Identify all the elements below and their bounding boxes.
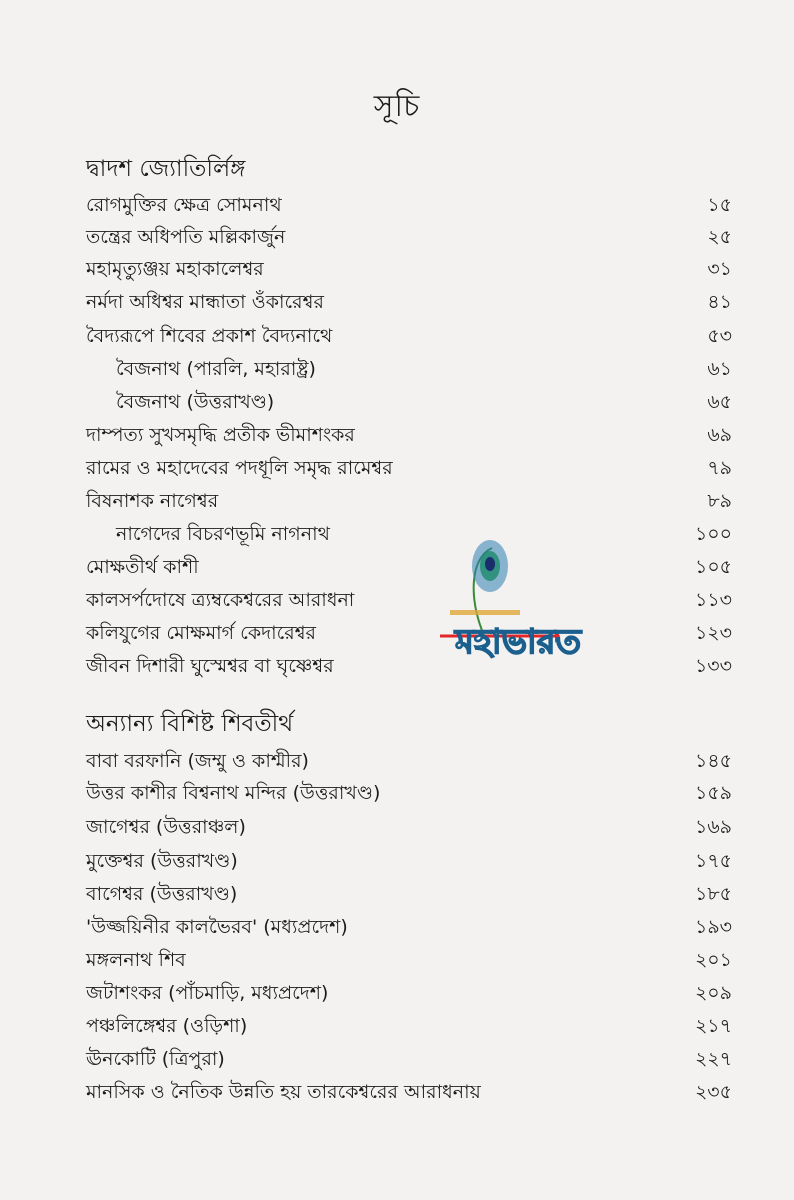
toc-entry[interactable] bbox=[86, 1013, 732, 1043]
entry-title: কলিযুগের মোক্ষমার্গ কেদারেশ্বর bbox=[86, 622, 316, 644]
toc-subentry[interactable] bbox=[86, 356, 732, 386]
entry-page: ১৬৯ bbox=[694, 816, 732, 838]
entry-title: ঊনকোটি (ত্রিপুরা) bbox=[86, 1048, 225, 1070]
toc-entry[interactable] bbox=[86, 848, 732, 878]
entry-page: ৮৯ bbox=[707, 490, 732, 512]
watermark-text: মহাভারত bbox=[455, 622, 582, 662]
entry-page: ২২৭ bbox=[694, 1048, 732, 1070]
entry-page: ১৩৩ bbox=[694, 655, 732, 677]
entry-title: বিষনাশক নাগেশ্বর bbox=[86, 490, 219, 512]
entry-page: ৬১ bbox=[707, 358, 732, 380]
entry-title: মানসিক ও নৈতিক উন্নতি হয় তারকেশ্বরের আরাধনায় bbox=[86, 1081, 481, 1103]
entry-title: নর্মদা অধিশ্বর মান্ধাতা ওঁকারেশ্বর bbox=[86, 291, 324, 313]
entry-page: ৬৫ bbox=[707, 391, 732, 413]
entry-title: রোগমুক্তির ক্ষেত্র সোমনাথ bbox=[86, 194, 282, 216]
entry-title: মোক্ষতীর্থ কাশী bbox=[86, 556, 199, 578]
entry-title: বাগেশ্বর (উত্তরাখণ্ড) bbox=[86, 883, 238, 905]
toc-entry[interactable] bbox=[86, 488, 732, 518]
toc-entry[interactable] bbox=[86, 422, 732, 452]
toc-subentry[interactable] bbox=[86, 389, 732, 419]
toc-entry[interactable] bbox=[86, 323, 732, 353]
entry-page: ১৭৫ bbox=[694, 850, 732, 872]
entry-title: পঞ্চলিঙ্গেশ্বর (ওড়িশা) bbox=[86, 1015, 248, 1037]
toc-entry[interactable] bbox=[86, 748, 732, 778]
entry-title: উত্তর কাশীর বিশ্বনাথ মন্দির (উত্তরাখণ্ড) bbox=[86, 782, 381, 804]
toc-entry[interactable] bbox=[86, 289, 732, 319]
entry-page: ২৩৫ bbox=[694, 1081, 732, 1103]
toc-entry[interactable] bbox=[86, 1046, 732, 1076]
toc-entry[interactable] bbox=[86, 980, 732, 1010]
toc-entry[interactable] bbox=[86, 192, 732, 222]
entry-page: ৩১ bbox=[707, 258, 732, 280]
entry-title: মুক্তেশ্বর (উত্তরাখণ্ড) bbox=[86, 850, 238, 872]
toc-entry[interactable] bbox=[86, 1079, 732, 1109]
entry-title: জাগেশ্বর (উত্তরাঞ্চল) bbox=[86, 816, 246, 838]
entry-page: ৫৩ bbox=[707, 325, 732, 347]
entry-page: ১১৩ bbox=[694, 589, 732, 611]
entry-page: ২০১ bbox=[694, 949, 732, 971]
toc-entry[interactable] bbox=[86, 653, 732, 683]
entry-title: দাম্পত্য সুখসমৃদ্ধি প্রতীক ভীমাশংকর bbox=[86, 424, 355, 446]
toc-entry[interactable] bbox=[86, 224, 732, 254]
entry-page: ৬৯ bbox=[707, 424, 732, 446]
entry-title: মহামৃত্যুঞ্জয় মহাকালেশ্বর bbox=[86, 258, 264, 280]
entry-title: জীবন দিশারী ঘুস্মেশ্বর বা ঘৃষ্ণেশ্বর bbox=[86, 655, 334, 677]
entry-page: ১৫ bbox=[707, 194, 732, 216]
entry-page: ১৯৩ bbox=[694, 916, 732, 938]
toc-entry[interactable] bbox=[86, 554, 732, 584]
section-heading-jyotirlinga: দ্বাদশ জ্যোতির্লিঙ্গ bbox=[86, 156, 246, 182]
entry-page: ১০০ bbox=[694, 523, 732, 545]
entry-title: রামের ও মহাদেবের পদধূলি সমৃদ্ধ রামেশ্বর bbox=[86, 457, 393, 479]
toc-entry[interactable] bbox=[86, 455, 732, 485]
entry-page: ১৮৫ bbox=[695, 883, 732, 905]
toc-entry[interactable] bbox=[86, 780, 732, 810]
toc-entry[interactable] bbox=[86, 256, 732, 286]
entry-title: কালসর্পদোষে ত্র্যম্বকেশ্বরের আরাধনা bbox=[86, 589, 355, 611]
entry-page: ২৫ bbox=[707, 226, 732, 248]
toc-subentry[interactable] bbox=[86, 521, 732, 551]
toc-entry[interactable] bbox=[86, 814, 732, 844]
entry-title: বৈদ্যরূপে শিবের প্রকাশ বৈদ্যনাথে bbox=[86, 325, 333, 347]
entry-title: মঙ্গলনাথ শিব bbox=[86, 949, 186, 971]
toc-entry[interactable] bbox=[86, 914, 732, 944]
entry-title: বৈজনাথ (উত্তরাখণ্ড) bbox=[116, 391, 275, 413]
section-heading-other-shrines: অন্যান্য বিশিষ্ট শিবতীর্থ bbox=[86, 711, 294, 737]
entry-title: তন্ত্রের অধিপতি মল্লিকার্জুন bbox=[86, 226, 286, 248]
entry-title: জটাশংকর (পাঁচমাড়ি, মধ্যপ্রদেশ) bbox=[86, 982, 329, 1004]
entry-title: বাবা বরফানি (জম্মু ও কাশ্মীর) bbox=[86, 750, 309, 772]
toc-entry[interactable] bbox=[86, 620, 732, 650]
entry-page: ২১৭ bbox=[694, 1015, 732, 1037]
entry-page: ৭৯ bbox=[707, 457, 732, 479]
entry-page: ১২৩ bbox=[694, 622, 732, 644]
entry-title: বৈজনাথ (পারলি, মহারাষ্ট্র) bbox=[116, 358, 316, 380]
entry-page: ১০৫ bbox=[694, 556, 732, 578]
toc-entry[interactable] bbox=[86, 881, 732, 911]
entry-page: ৪১ bbox=[707, 291, 732, 313]
toc-entry[interactable] bbox=[86, 947, 732, 977]
toc-entry[interactable] bbox=[86, 587, 732, 617]
entry-page: ১৫৯ bbox=[695, 782, 732, 804]
entry-page: ১৪৫ bbox=[695, 750, 732, 772]
page-title: সূচি bbox=[373, 89, 421, 124]
entry-title: 'উজ্জয়িনীর কালভৈরব' (মধ্যপ্রদেশ) bbox=[86, 916, 348, 938]
entry-title: নাগেদের বিচরণভূমি নাগনাথ bbox=[116, 523, 330, 545]
entry-page: ২০৯ bbox=[694, 982, 732, 1004]
